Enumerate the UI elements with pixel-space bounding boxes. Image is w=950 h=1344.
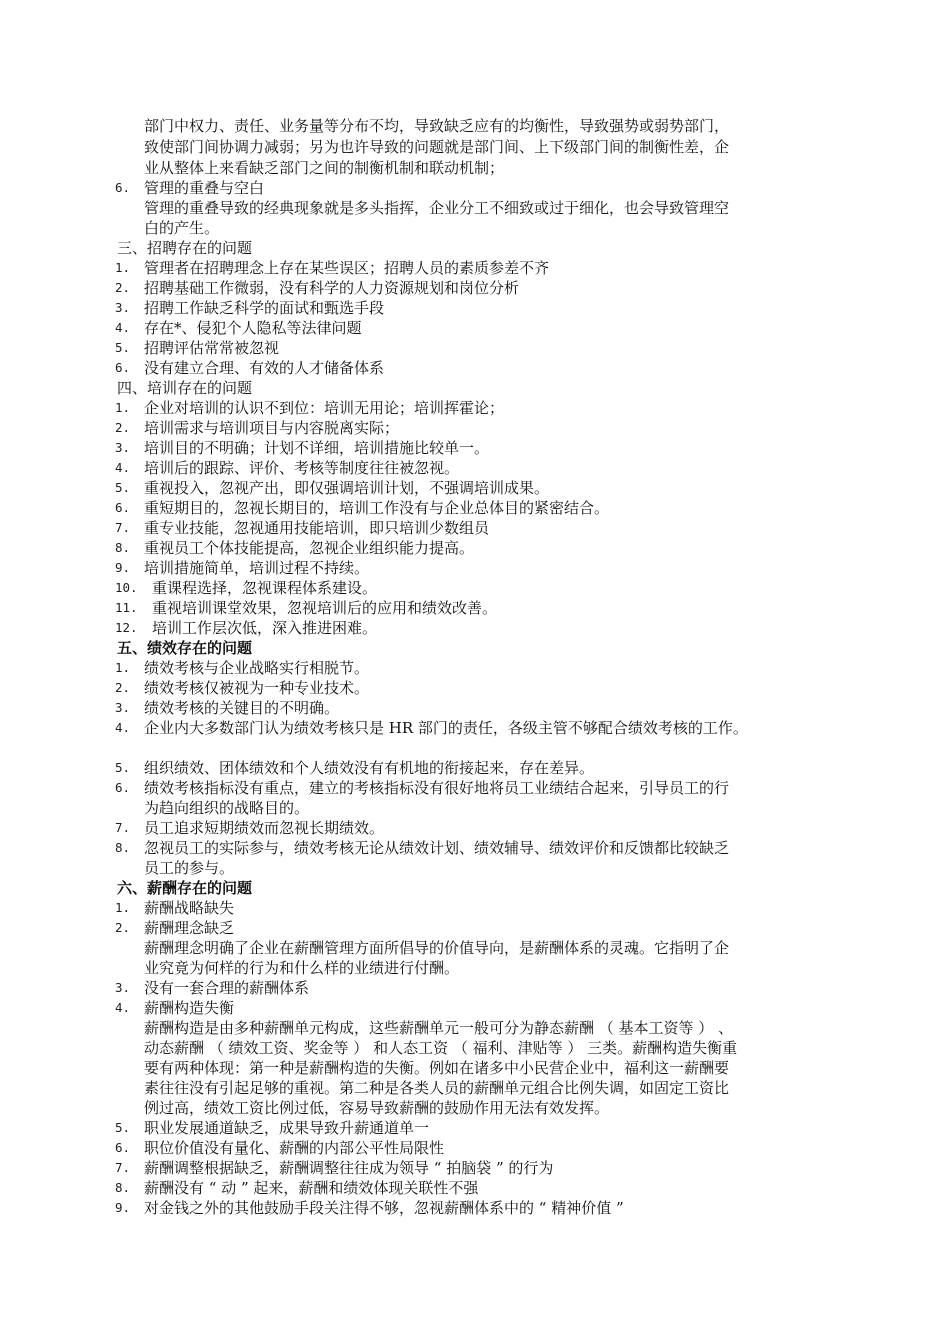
item-detail: 业究竟为何样的行为和什么样的业绩进行付酬。 [144, 959, 460, 977]
intro-line-1: 部门中权力、责任、业务量等分布不均，导致缺乏应有的均衡性，导致强势或弱势部门， [144, 117, 730, 135]
intro-line-2: 致使部门间协调力减弱；另为也许导致的问题就是部门间、上下级部门间的制衡性差，企 [144, 138, 730, 156]
section-heading-performance: 五、绩效存在的问题 [117, 639, 253, 657]
item-text: 没有一套合理的薪酬体系 [144, 979, 310, 997]
item-text: 重视投入，忽视产出，即仅强调培训计划，不强调培训成果。 [144, 479, 550, 497]
item-number: 8. [115, 840, 131, 855]
item-text: 重专业技能，忽视通用技能培训，即只培训少数组员 [144, 519, 490, 537]
item-text: 培训目的不明确；计划不详细，培训措施比较单一。 [144, 439, 490, 457]
item-number: 6. [115, 360, 131, 375]
section-heading-training: 四、培训存在的问题 [117, 379, 253, 397]
item-detail: 动态薪酬 （ 绩效工资、奖金等 ） 和人态工资 （ 福利、津贴等 ） 三类。薪酬构造失衡重 [144, 1039, 738, 1057]
item-text: 薪酬调整根据缺乏，薪酬调整往往成为领导 “ 拍脑袋 ” 的行为 [144, 1159, 554, 1177]
item-detail: 素往往没有引起足够的重视。第二种是各类人员的薪酬单元组合比例失调，如固定工资比 [144, 1079, 730, 1097]
item-text: 招聘基础工作微弱，没有科学的人力资源规划和岗位分析 [144, 279, 520, 297]
item-text: 组织绩效、团体绩效和个人绩效没有有机地的衔接起来，存在差异。 [144, 759, 595, 777]
item-text: 企业对培训的认识不到位：培训无用论；培训挥霍论； [144, 399, 505, 417]
item-text: 薪酬构造失衡 [144, 999, 235, 1017]
item-text: 培训工作层次低，深入推进困难。 [152, 619, 378, 637]
item-text: 员工追求短期绩效而忽视长期绩效。 [144, 819, 385, 837]
item-number: 8. [115, 1180, 131, 1195]
item-number: 3. [115, 440, 131, 455]
item-number: 2. [115, 680, 131, 695]
item-text: 绩效考核与企业战略实行相脱节。 [144, 659, 370, 677]
item-number: 6. [115, 180, 131, 195]
item-text: 企业内大多数部门认为绩效考核只是 HR 部门的责任，各级主管不够配合绩效考核的工作。 [144, 719, 748, 737]
item-number: 4. [115, 720, 131, 735]
item-number: 3. [115, 300, 131, 315]
item-number: 1. [115, 900, 131, 915]
item-detail: 管理的重叠导致的经典现象就是多头指挥，企业分工不细致或过于细化，也会导致管理空 [144, 199, 730, 217]
item-detail: 要有两种体现：第一种是薪酬构造的失衡。例如在诸多中小民营企业中，福利这一薪酬要 [144, 1059, 730, 1077]
item-detail: 薪酬构造是由多种薪酬单元构成，这些薪酬单元一般可分为静态薪酬 （ 基本工资等 ） 、 [144, 1019, 734, 1037]
item-text: 培训需求与培训项目与内容脱离实际； [144, 419, 400, 437]
item-number: 9. [115, 560, 131, 575]
item-number: 3. [115, 980, 131, 995]
item-number: 2. [115, 420, 131, 435]
item-number: 11. [115, 600, 138, 615]
item-number: 4. [115, 320, 131, 335]
item-text: 绩效考核指标没有重点，建立的考核指标没有很好地将员工业绩结合起来，引导员工的行 [144, 779, 730, 797]
item-number: 12. [115, 620, 138, 635]
item-number: 6. [115, 1140, 131, 1155]
section-heading-compensation: 六、薪酬存在的问题 [117, 879, 253, 897]
item-number: 2. [115, 920, 131, 935]
item-text: 职位价值没有量化、薪酬的内部公平性局限性 [144, 1139, 445, 1157]
item-detail: 例过高，绩效工资比例过低，容易导致薪酬的鼓励作用无法有效发挥。 [144, 1099, 610, 1117]
item-text: 培训措施简单，培训过程不持续。 [144, 559, 370, 577]
item-text: 绩效考核仅被视为一种专业技术。 [144, 679, 370, 697]
item-text: 招聘评估常常被忽视 [144, 339, 280, 357]
item-text: 存在*、侵犯个人隐私等法律问题 [144, 319, 362, 337]
item-text: 管理者在招聘理念上存在某些误区；招聘人员的素质参差不齐 [144, 259, 550, 277]
item-text: 重短期目的，忽视长期目的，培训工作没有与企业总体目的紧密结合。 [144, 499, 610, 517]
item-number: 5. [115, 760, 131, 775]
item-text: 重视员工个体技能提高，忽视企业组织能力提高。 [144, 539, 475, 557]
section-heading-recruitment: 三、招聘存在的问题 [117, 239, 253, 257]
item-text: 职业发展通道缺乏，成果导致升薪通道单一 [144, 1119, 430, 1137]
item-number: 6. [115, 780, 131, 795]
item-continuation: 员工的参与。 [144, 859, 235, 877]
item-number: 7. [115, 820, 131, 835]
item-continuation: 为趋向组织的战略目的。 [144, 799, 310, 817]
item-text: 薪酬没有 “ 动 ” 起来，薪酬和绩效体现关联性不强 [144, 1179, 479, 1197]
item-number: 7. [115, 1160, 131, 1175]
item-number: 1. [115, 400, 131, 415]
item-number: 10. [115, 580, 138, 595]
item-number: 1. [115, 260, 131, 275]
item-text: 忽视员工的实际参与，绩效考核无论从绩效计划、绩效辅导、绩效评价和反馈都比较缺乏 [144, 839, 730, 857]
item-number: 9. [115, 1200, 131, 1215]
item-number: 4. [115, 460, 131, 475]
item-detail: 薪酬理念明确了企业在薪酬管理方面所倡导的价值导向，是薪酬体系的灵魂。它指明了企 [144, 939, 730, 957]
item-number: 6. [115, 500, 131, 515]
item-number: 3. [115, 700, 131, 715]
item-number: 4. [115, 1000, 131, 1015]
item-text: 薪酬理念缺乏 [144, 919, 235, 937]
item-text: 招聘工作缺乏科学的面试和甄选手段 [144, 299, 385, 317]
item-text: 绩效考核的关键目的不明确。 [144, 699, 340, 717]
item-number: 5. [115, 1120, 131, 1135]
item-number: 8. [115, 540, 131, 555]
intro-line-3: 业从整体上来看缺乏部门之间的制衡机制和联动机制； [144, 159, 505, 177]
item-text: 对金钱之外的其他鼓励手段关注得不够，忽视薪酬体系中的 “ 精神价值 ” [144, 1199, 624, 1217]
item-detail: 白的产生。 [144, 219, 220, 237]
item-text: 重课程选择，忽视课程体系建设。 [152, 579, 378, 597]
item-text: 没有建立合理、有效的人才储备体系 [144, 359, 385, 377]
item-text: 管理的重叠与空白 [144, 179, 265, 197]
item-number: 7. [115, 520, 131, 535]
item-text: 培训后的跟踪、评价、考核等制度往往被忽视。 [144, 459, 460, 477]
item-text: 重视培训课堂效果，忽视培训后的应用和绩效改善。 [152, 599, 498, 617]
item-number: 2. [115, 280, 131, 295]
item-text: 薪酬战略缺失 [144, 899, 235, 917]
item-number: 1. [115, 660, 131, 675]
item-number: 5. [115, 340, 131, 355]
item-number: 5. [115, 480, 131, 495]
